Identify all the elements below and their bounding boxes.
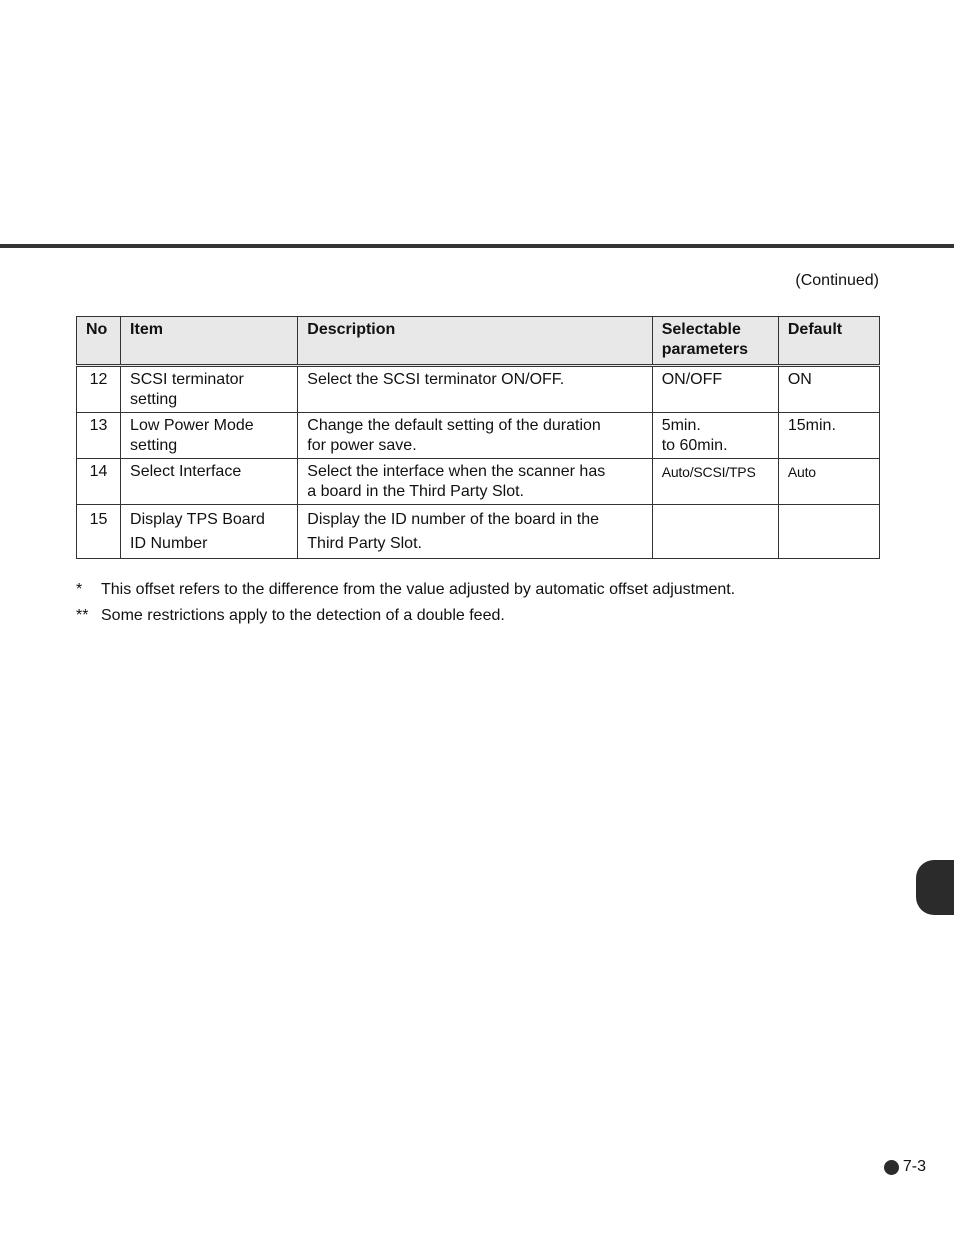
table-row bbox=[77, 459, 880, 505]
page-number bbox=[884, 1158, 926, 1176]
cell-description: Select the interface when the scanner has a board in the Third Party Slot. bbox=[298, 459, 652, 505]
cell-item: Low Power Mode setting bbox=[121, 413, 298, 459]
cell-selectable: 5min. to 60min. bbox=[652, 413, 778, 459]
header-item: Item bbox=[121, 317, 298, 366]
footnote-text: This offset refers to the difference from the value adjusted by automatic offset adjustment. bbox=[101, 581, 736, 598]
cell-no: 15 bbox=[77, 505, 121, 559]
cell-default bbox=[778, 505, 879, 559]
footnote bbox=[76, 603, 735, 629]
chapter-tab-marker bbox=[916, 860, 954, 915]
cell-description: Change the default setting of the duration for power save. bbox=[298, 413, 652, 459]
table-row bbox=[77, 505, 880, 559]
table-header-row bbox=[77, 317, 880, 366]
cell-selectable: Auto/SCSI/TPS bbox=[652, 459, 778, 505]
header-default: Default bbox=[778, 317, 879, 366]
cell-description: Display the ID number of the board in the Third Party Slot. bbox=[298, 505, 652, 559]
cell-item: Display TPS Board ID Number bbox=[121, 505, 298, 559]
cell-selectable bbox=[652, 505, 778, 559]
cell-default: ON bbox=[778, 366, 879, 413]
footnote-mark: * bbox=[76, 581, 83, 598]
cell-description: Select the SCSI terminator ON/OFF. bbox=[298, 366, 652, 413]
page-number-text: 7-3 bbox=[902, 1158, 926, 1175]
cell-item: Select Interface bbox=[121, 459, 298, 505]
cell-item: SCSI terminator setting bbox=[121, 366, 298, 413]
cell-default: 15min. bbox=[778, 413, 879, 459]
footnote-mark: ** bbox=[76, 607, 89, 624]
header-description: Description bbox=[298, 317, 652, 366]
table-row bbox=[77, 366, 880, 413]
filled-circle-icon bbox=[884, 1160, 899, 1175]
cell-no: 14 bbox=[77, 459, 121, 505]
header-selectable-parameters: Selectable parameters bbox=[652, 317, 778, 366]
table-row bbox=[77, 413, 880, 459]
cell-no: 12 bbox=[77, 366, 121, 413]
cell-no: 13 bbox=[77, 413, 121, 459]
footnote-text: Some restrictions apply to the detection of a double feed. bbox=[101, 607, 505, 624]
cell-selectable: ON/OFF bbox=[652, 366, 778, 413]
header-rule bbox=[0, 244, 954, 248]
cell-default: Auto bbox=[778, 459, 879, 505]
footnote bbox=[76, 577, 735, 603]
header-no: No bbox=[77, 317, 121, 366]
continued-label: (Continued) bbox=[795, 272, 879, 289]
footnotes bbox=[76, 577, 735, 629]
settings-table bbox=[76, 316, 880, 559]
